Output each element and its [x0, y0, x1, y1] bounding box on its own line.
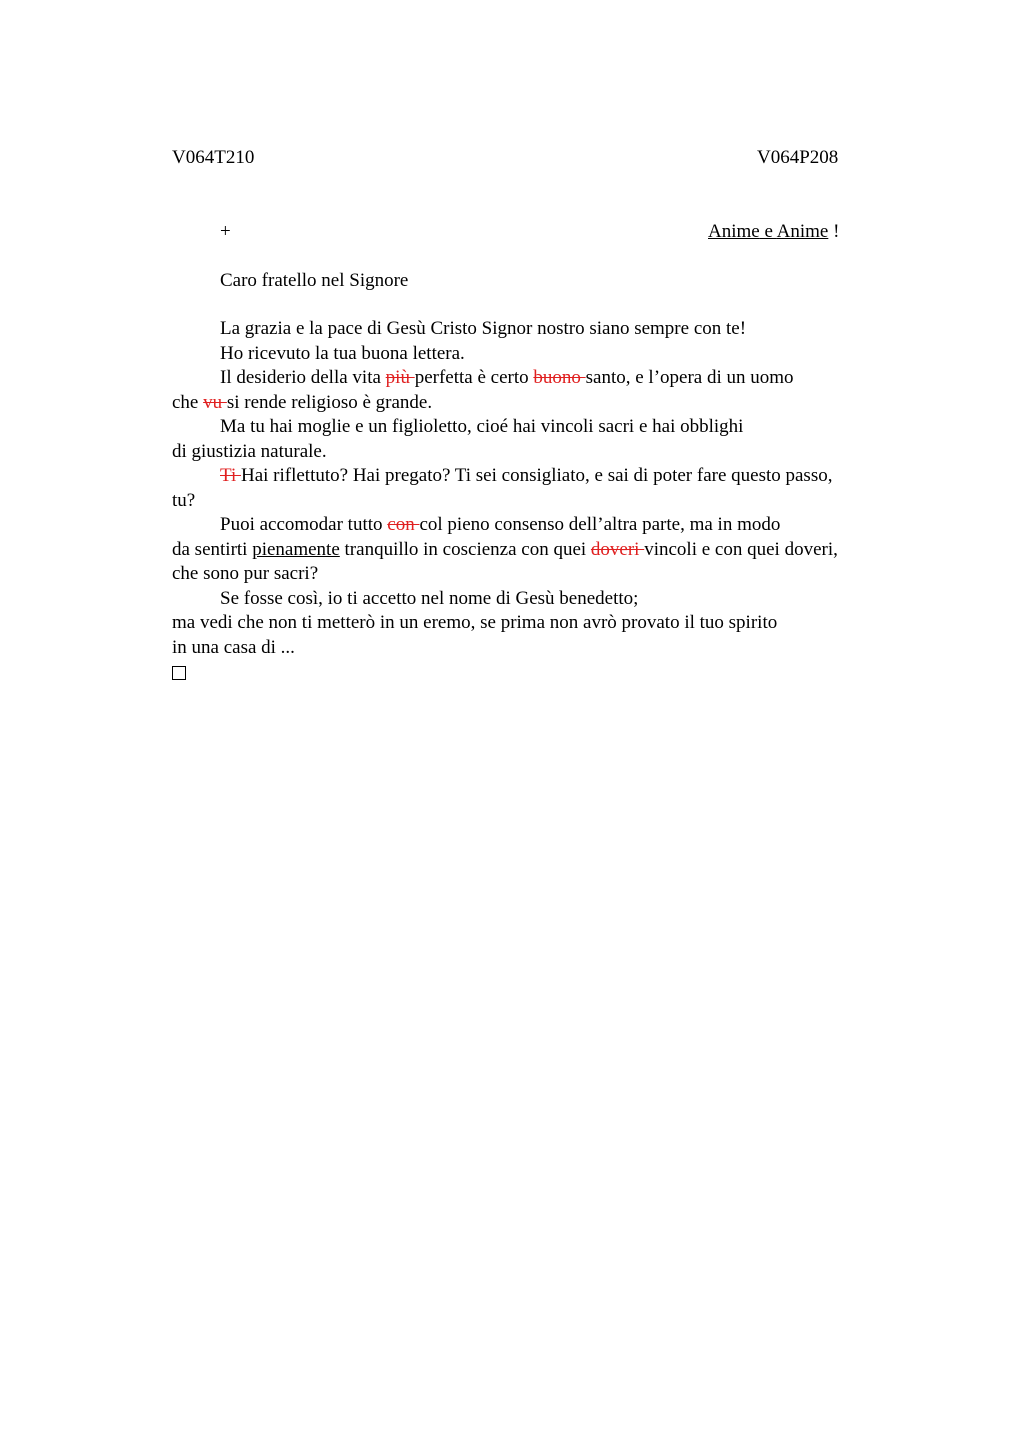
end-marker: [172, 660, 912, 685]
text-run: vincoli e con quei doveri,: [644, 538, 838, 560]
letter-line: [172, 464, 912, 489]
text-run: santo, e l’opera di un uomo: [585, 367, 794, 388]
deleted-word: buono: [533, 367, 586, 388]
deleted-word: Ti: [220, 465, 241, 486]
text-run: che: [172, 391, 204, 413]
letter-line: [172, 366, 912, 391]
end-box-icon: [172, 666, 186, 680]
salutation: Caro fratello nel Signore: [220, 270, 409, 291]
letter-line: Ma tu hai moglie e un figlioletto, cioé hai vincoli sacri e hai obblighi: [220, 416, 744, 437]
deleted-word: più: [385, 367, 415, 388]
text-run: da sentirti: [172, 538, 253, 560]
letter-line: [172, 538, 912, 563]
heading-word-2: Anime: [776, 221, 829, 242]
letter-line: [172, 513, 912, 538]
letter-line: [172, 391, 912, 416]
text-run: Puoi accomodar tutto: [220, 514, 388, 535]
letter-line: di giustizia naturale.: [172, 440, 327, 462]
text-run: perfetta è certo: [414, 367, 534, 388]
document-code-left: V064T210: [172, 147, 255, 168]
letter-line: Ho ricevuto la tua buona lettera.: [220, 342, 465, 364]
letter-line: La grazia e la pace di Gesù Cristo Signor nostro siano sempre con te!: [220, 318, 747, 339]
heading-conjunction: e: [759, 221, 777, 242]
heading-word-1: Anime: [708, 221, 760, 242]
deleted-word: doveri: [590, 538, 645, 560]
underlined-word: pienamente: [252, 538, 340, 560]
text-run: col pieno consenso dell’altra parte, ma in modo: [419, 514, 781, 535]
text-run: Il desiderio della vita: [220, 367, 386, 388]
text-run: si rende religioso è grande.: [226, 391, 433, 413]
deleted-word: con: [387, 514, 420, 535]
deleted-word: vu: [203, 391, 227, 413]
letter-line: ma vedi che non ti metterò in un eremo, se prima non avrò provato il tuo spirito: [172, 612, 778, 633]
text-run: tranquillo in coscienza con quei: [339, 538, 591, 560]
letter-heading: [708, 220, 839, 244]
heading-exclamation: !: [828, 221, 840, 242]
cross-symbol: +: [220, 221, 231, 242]
letter-line: in una casa di ...: [172, 636, 295, 658]
letter-line: tu?: [172, 489, 196, 511]
letter-body: [172, 317, 912, 685]
letter-line: Se fosse così, io ti accetto nel nome di Gesù benedetto;: [220, 587, 639, 609]
document-code-right: V064P208: [757, 147, 839, 168]
text-run: Hai riflettuto? Hai pregato? Ti sei consigliato, e sai di poter fare questo passo,: [240, 465, 833, 486]
letter-line: che sono pur sacri?: [172, 563, 319, 584]
